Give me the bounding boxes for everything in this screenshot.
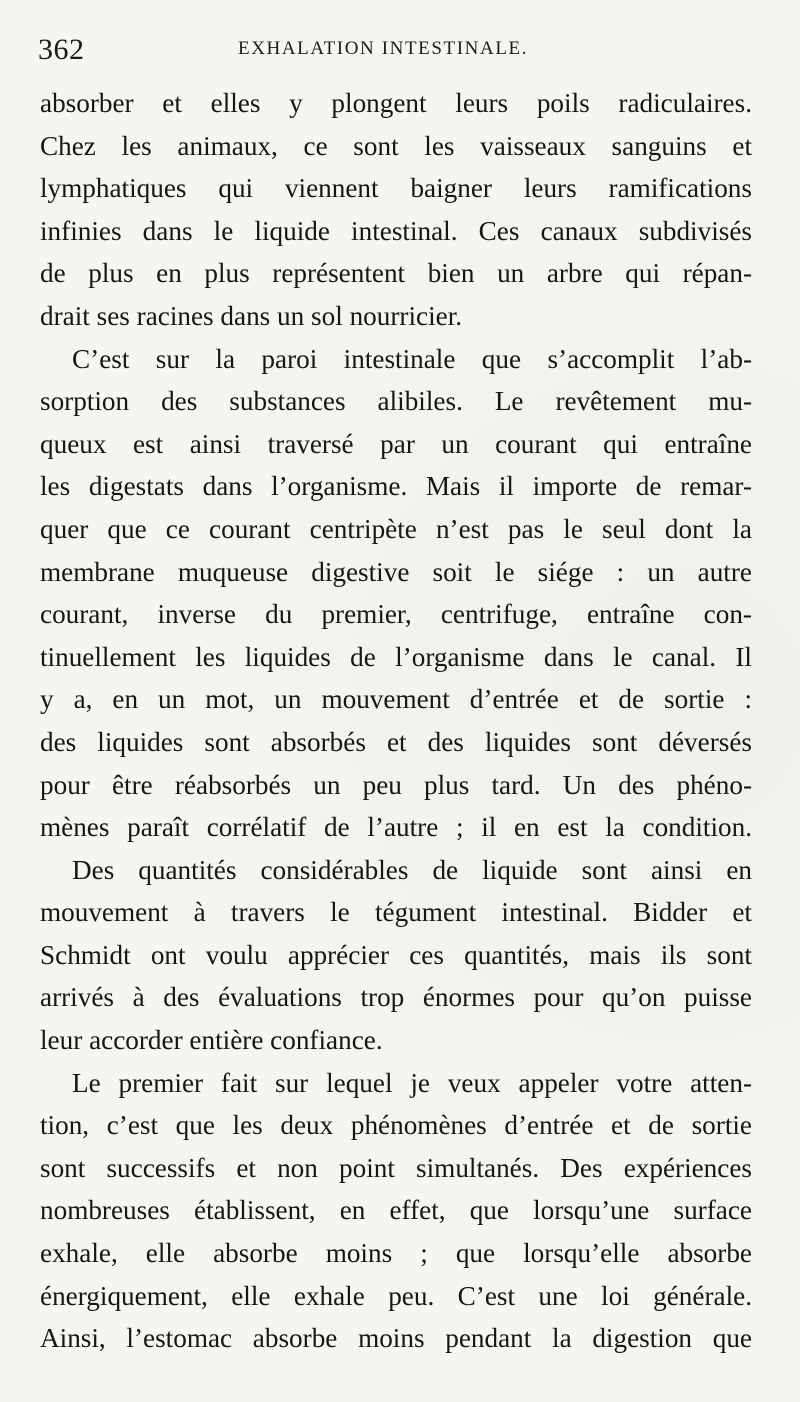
text-line: queux est ainsi traversé par un courant qui entraîne xyxy=(40,428,752,459)
page-number: 362 xyxy=(38,33,85,66)
paragraph-start-line: C’est sur la paroi intestinale que s’accomplit l’ab- xyxy=(72,343,752,374)
text-line: tion, c’est que les deux phénomènes d’entrée et de sortie xyxy=(40,1110,752,1141)
text-line: des liquides sont absorbés et des liquides sont déversés xyxy=(40,726,752,757)
text-line: Ainsi, l’estomac absorbe moins pendant la digestion que xyxy=(40,1323,752,1354)
text-line: lymphatiques qui viennent baigner leurs ramifications xyxy=(40,173,752,204)
paragraph-start-line: Des quantités considérables de liquide sont ainsi en xyxy=(72,854,752,885)
text-line: mouvement à travers le tégument intestinal. Bidder et xyxy=(40,897,752,928)
text-line: infinies dans le liquide intestinal. Ces canaux subdivisés xyxy=(40,215,752,246)
text-line: de plus en plus représentent bien un arbre qui répan- xyxy=(40,258,752,289)
body-text xyxy=(40,82,752,1360)
text-line: y a, en un mot, un mouvement d’entrée et de sortie : xyxy=(40,684,752,715)
text-line: Schmidt ont voulu apprécier ces quantités, mais ils sont xyxy=(40,939,752,970)
text-line: mènes paraît corrélatif de l’autre ; il en est la condition. xyxy=(40,812,752,843)
text-line: drait ses racines dans un sol nourricier. xyxy=(40,300,463,331)
paragraph-start-line: Le premier fait sur lequel je veux appeler votre atten- xyxy=(72,1067,752,1098)
text-line: les digestats dans l’organisme. Mais il importe de remar- xyxy=(40,471,752,502)
text-line: tinuellement les liquides de l’organisme dans le canal. Il xyxy=(40,641,752,672)
text-line: nombreuses établissent, en effet, que lorsqu’une surface xyxy=(40,1195,752,1226)
text-line: Chez les animaux, ce sont les vaisseaux sanguins et xyxy=(40,130,752,161)
text-line: énergiquement, elle exhale peu. C’est une loi générale. xyxy=(40,1280,752,1311)
text-line: arrivés à des évaluations trop énormes pour qu’on puisse xyxy=(40,982,752,1013)
text-line: membrane muqueuse digestive soit le siége : un autre xyxy=(40,556,752,587)
text-line: leur accorder entière confiance. xyxy=(40,1025,383,1056)
text-line: pour être réabsorbés un peu plus tard. Un des phéno- xyxy=(40,769,752,800)
text-line: exhale, elle absorbe moins ; que lorsqu’elle absorbe xyxy=(40,1238,752,1269)
text-line: absorber et elles y plongent leurs poils radiculaires. xyxy=(40,88,752,118)
text-line: sont successifs et non point simultanés. Des expériences xyxy=(40,1152,752,1183)
text-line: sorption des substances alibiles. Le revêtement mu- xyxy=(40,386,752,417)
text-line: courant, inverse du premier, centrifuge, entraîne con- xyxy=(40,599,752,630)
page-header xyxy=(38,28,758,72)
text-line: quer que ce courant centripète n’est pas le seul dont la xyxy=(40,513,752,544)
running-title: EXHALATION INTESTINALE. xyxy=(238,38,529,59)
